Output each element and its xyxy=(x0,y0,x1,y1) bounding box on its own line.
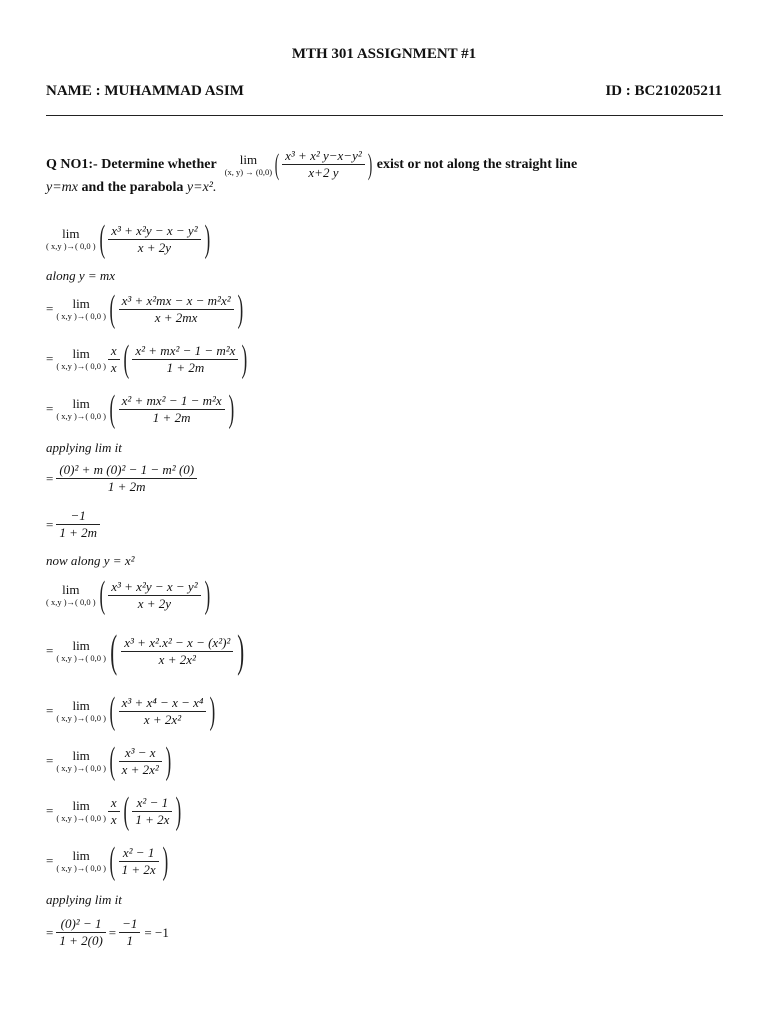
applying-limit-1: applying lim it xyxy=(46,440,122,455)
step-5: = $\frac{\text{(0)² + m (0)² − 1 − m² (0)}}{1 + 2m}$ xyxy=(46,462,197,495)
question-suffix: exist or not along the straight line xyxy=(376,156,578,172)
parabola-step-4: = lim ( x,y )→( 0,0 ) ( $\frac{\text{x³ − x}}{\text{x + 2x²}}$ ) xyxy=(46,740,171,782)
step-2: = lim ( x,y )→( 0,0 ) ( $\frac{\text{x³ + x²mx − x − m²x²}}{x + 2mx}$ ) xyxy=(46,288,243,330)
question-fraction: $\frac{\text{x³ + x² y−x−y²}}{x+2 y}$ xyxy=(282,148,365,181)
step-1: lim ( x,y )→( 0,0 ) ( $\frac{\text{x³ + x²y − x − y²}}{x + 2y}$ ) xyxy=(46,218,210,260)
along-parabola-label: now along y = x² xyxy=(46,553,135,568)
question-line-2: y=mx and the parabola y=x². xyxy=(46,180,217,195)
parabola-step-5: = lim ( x,y )→( 0,0 ) $\frac{x}{x}$ ( $\frac{\text{x² − 1}}{1 + 2x}$ ) xyxy=(46,790,182,832)
header-divider xyxy=(46,115,723,116)
step-3: = lim ( x,y )→( 0,0 ) $\frac{x}{x}$ ( $\frac{\text{x² + mx² − 1 − m²x}}{1 + 2m}$ ) xyxy=(46,338,248,380)
parabola-step-3: = lim ( x,y )→( 0,0 ) ( $\frac{\text{x³ + x⁴ − x − x⁴}}{\text{x + 2x²}}$ ) xyxy=(46,690,216,732)
question-prefix: Q NO1:- Determine whether xyxy=(46,156,217,172)
assignment-title: MTH 301 ASSIGNMENT #1 xyxy=(291,46,477,62)
question-limit: lim (x, y) → (0,0) xyxy=(224,151,273,177)
step-6: = $\frac{-1}{1 + 2m}$ xyxy=(46,508,100,541)
parabola-step-6: = lim ( x,y )→( 0,0 ) ( $\frac{\text{x² − 1}}{1 + 2x}$ ) xyxy=(46,840,168,882)
student-id: ID : BC210205211 xyxy=(605,83,722,99)
student-name: NAME : MUHAMMAD ASIM xyxy=(46,83,244,99)
along-line-label: along y = mx xyxy=(46,268,116,283)
final-result: = −1 xyxy=(144,924,169,940)
step-4: = lim ( x,y )→( 0,0 ) ( $\frac{\text{x² + mx² − 1 − m²x}}{1 + 2m}$ ) xyxy=(46,388,234,430)
parabola-step-1: lim ( x,y )→( 0,0 ) ( $\frac{\text{x³ + x²y − x − y²}}{x + 2y}$ ) xyxy=(46,574,210,616)
question-line-1 xyxy=(46,148,577,181)
right-paren: ) xyxy=(367,147,372,181)
left-paren: ( xyxy=(274,147,280,181)
applying-limit-2: applying lim it xyxy=(46,892,122,907)
parabola-step-7: = $\frac{\text{(0)² − 1}}{1 + 2(0)}$ = $\frac{-1}{1}$ = −1 xyxy=(46,916,169,948)
parabola-step-2: = lim ( x,y )→( 0,0 ) ( $\frac{\text{x³ + x².x² − x − (x²)²}}{\text{x + 2x²}}$ ) xyxy=(46,625,245,676)
